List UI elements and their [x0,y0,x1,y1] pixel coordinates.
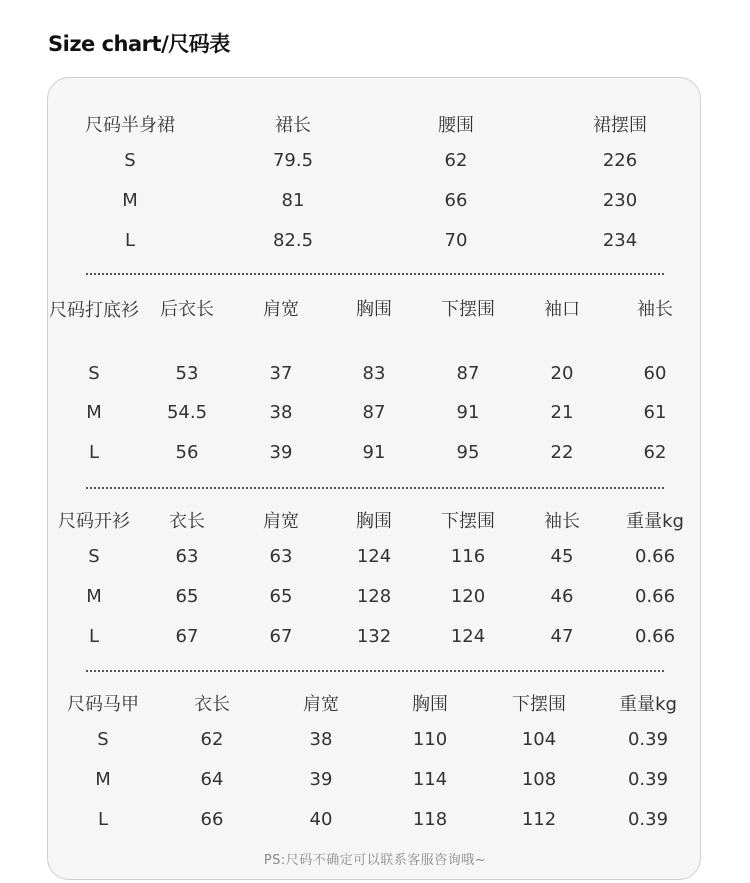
table-header-cell: 衣长 [169,511,205,532]
table-cell: 82.5 [272,230,314,251]
table-cell: 70 [444,230,468,251]
table-cell: 81 [281,190,305,211]
size-label: M [95,769,111,790]
table-header-cell: 重量kg [619,694,677,715]
table-header-cell: 胸围 [356,511,392,532]
table-cell: 66 [200,809,224,830]
table-cell: 47 [550,626,574,647]
size-label: L [88,626,100,647]
table-cell: 38 [269,402,293,423]
table-cell: 124 [450,626,486,647]
table-cell: 20 [550,363,574,384]
table-cell: 104 [521,729,557,750]
table-cell: 67 [175,626,199,647]
table-header-cell: 肩宽 [263,299,299,320]
table-cell: 63 [269,546,293,567]
table-cell: 120 [450,586,486,607]
table-cell: 87 [362,402,386,423]
table-cell: 46 [550,586,574,607]
size-label: L [124,230,136,251]
table-cell: 53 [175,363,199,384]
table-cell: 226 [602,150,638,171]
table-cell: 64 [200,769,224,790]
table-cell: 39 [309,769,333,790]
footnote: PS:尺码不确定可以联系客服咨询哦~ [263,853,487,868]
table-cell: 60 [643,363,667,384]
table-cell: 124 [356,546,392,567]
table-header-cell: 尺码开衫 [58,511,130,532]
table-cell: 38 [309,729,333,750]
size-label: S [88,546,100,567]
table-cell: 114 [412,769,448,790]
table-cell: 0.39 [627,769,669,790]
table-cell: 63 [175,546,199,567]
table-header-cell: 袖口 [544,299,580,320]
table-cell: 230 [602,190,638,211]
table-cell: 66 [444,190,468,211]
table-cell: 62 [200,729,224,750]
size-label: S [124,150,136,171]
table-header-cell: 裙长 [275,115,311,136]
table-cell: 110 [412,729,448,750]
table-header-cell: 肩宽 [263,511,299,532]
table-cell: 65 [269,586,293,607]
table-header-cell: 胸围 [412,694,448,715]
table-header-cell: 衣长 [194,694,230,715]
table-cell: 54.5 [166,402,208,423]
table-header-cell: 下摆围 [512,694,566,715]
table-header-cell: 尺码打底衫 [49,300,139,321]
table-cell: 79.5 [272,150,314,171]
table-cell: 62 [643,442,667,463]
table-header-cell: 袖长 [544,511,580,532]
table-cell: 132 [356,626,392,647]
table-header-cell: 后衣长 [160,299,214,320]
table-cell: 37 [269,363,293,384]
table-cell: 62 [444,150,468,171]
table-cell: 0.66 [634,586,676,607]
section-divider [86,273,664,275]
size-label: M [86,402,102,423]
table-cell: 65 [175,586,199,607]
table-cell: 0.39 [627,729,669,750]
table-cell: 21 [550,402,574,423]
page-title: Size chart/尺码表 [48,32,230,56]
table-cell: 116 [450,546,486,567]
table-header-cell: 下摆围 [441,511,495,532]
table-cell: 67 [269,626,293,647]
table-cell: 91 [362,442,386,463]
size-label: M [122,190,138,211]
size-label: L [88,442,100,463]
table-cell: 22 [550,442,574,463]
table-header-cell: 胸围 [356,299,392,320]
table-header-cell: 尺码马甲 [67,694,139,715]
table-cell: 95 [456,442,480,463]
table-cell: 128 [356,586,392,607]
size-label: S [88,363,100,384]
table-cell: 61 [643,402,667,423]
table-cell: 112 [521,809,557,830]
table-cell: 39 [269,442,293,463]
table-cell: 91 [456,402,480,423]
section-divider [86,670,664,672]
table-cell: 45 [550,546,574,567]
table-cell: 83 [362,363,386,384]
table-cell: 56 [175,442,199,463]
table-header-cell: 重量kg [626,511,684,532]
table-header-cell: 下摆围 [441,299,495,320]
size-label: S [97,729,109,750]
table-cell: 234 [602,230,638,251]
table-cell: 0.39 [627,809,669,830]
table-header-cell: 袖长 [637,299,673,320]
table-header-cell: 裙摆围 [593,115,647,136]
table-header-cell: 尺码半身裙 [85,115,175,136]
table-cell: 87 [456,363,480,384]
table-cell: 118 [412,809,448,830]
table-cell: 108 [521,769,557,790]
size-label: M [86,586,102,607]
table-header-cell: 肩宽 [303,694,339,715]
section-divider [86,487,664,489]
size-label: L [97,809,109,830]
table-cell: 0.66 [634,546,676,567]
table-cell: 40 [309,809,333,830]
table-header-cell: 腰围 [438,115,474,136]
table-cell: 0.66 [634,626,676,647]
